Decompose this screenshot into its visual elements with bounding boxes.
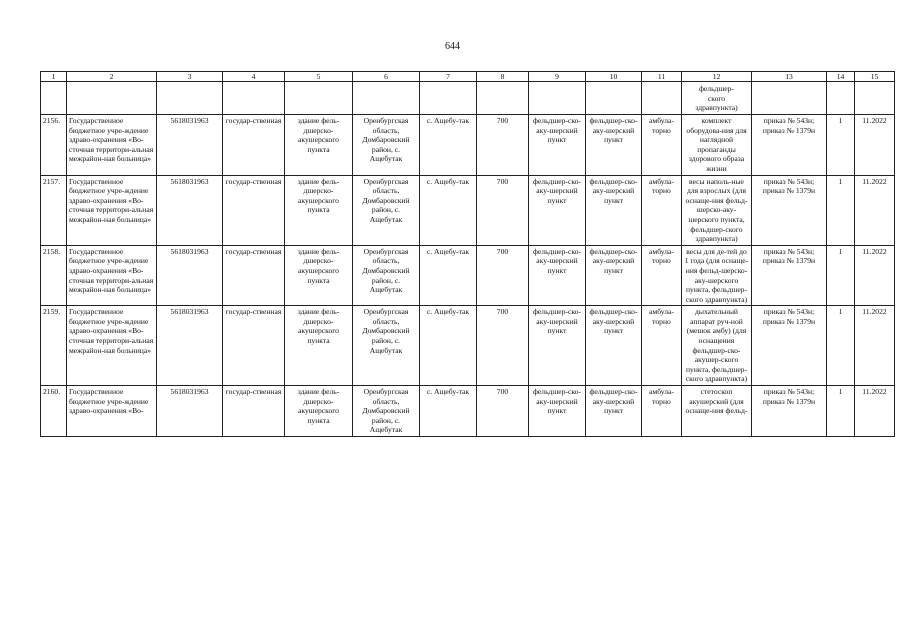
column-header-1: 1 <box>41 72 67 82</box>
facility-subtype: фельдшер-ско-аку-шерский пункт <box>586 115 642 176</box>
care-conditions: амбула-торно <box>642 386 682 437</box>
ownership-form: государ-ственная <box>223 306 285 386</box>
column-header-13: 13 <box>752 72 827 82</box>
column-header-2: 2 <box>67 72 157 82</box>
facility-type: фельдшер-ско-аку-шерский пункт <box>529 175 586 245</box>
building-type: здание фель-дшерско-акушерского пункта <box>285 115 353 176</box>
settlement: с. Ащебу-так <box>420 115 477 176</box>
quantity: 1 <box>827 306 855 386</box>
deadline-date: 11.2022 <box>855 386 895 437</box>
organization-name: Государственное бюджетное учре-ждение здраво-охранения «Во-сточная территори-альная межрайон-ная больница» <box>67 175 157 245</box>
deadline-date: 11.2022 <box>855 306 895 386</box>
deadline-date: 11.2022 <box>855 245 895 306</box>
row-number: 2156. <box>41 115 67 176</box>
facility-type: фельдшер-ско-аку-шерский пункт <box>529 386 586 437</box>
inn-code: 5618031963 <box>157 306 223 386</box>
continued-equipment: фельдшер- ского здравпункта) <box>682 82 752 115</box>
care-conditions: амбула-торно <box>642 245 682 306</box>
equipment-name: стетоскоп акушерский (для оснаще-ния фельд- <box>682 386 752 437</box>
facility-subtype: фельдшер-ско-аку-шерский пункт <box>586 245 642 306</box>
facility-type: фельдшер-ско-аку-шерский пункт <box>529 245 586 306</box>
row-number: 2160. <box>41 386 67 437</box>
inn-code: 5618031963 <box>157 115 223 176</box>
equipment-name: весы наполь-ные для взрослых (для оснаще-ния фельд-шерско-аку-шерского пункта, фельдшер-ского здравпункта) <box>682 175 752 245</box>
equipment-name: весы для де-тей до 1 года (для оснаще-ния фельд-шерско-аку-шерского пункта, фельдшер-ского здравпункта) <box>682 245 752 306</box>
organization-name: Государственное бюджетное учре-ждение здраво-охранения «Во-сточная территори-альная межрайон-ная больница» <box>67 306 157 386</box>
table-row <box>41 306 895 386</box>
organization-name: Государственное бюджетное учре-ждение здраво-охранения «Во-сточная территори-альная межрайон-ная больница» <box>67 115 157 176</box>
ownership-form: государ-ственная <box>223 175 285 245</box>
continuation-row <box>41 82 895 115</box>
column-header-4: 4 <box>223 72 285 82</box>
population: 700 <box>477 306 529 386</box>
building-type: здание фель-дшерско-акушерского пункта <box>285 306 353 386</box>
population: 700 <box>477 175 529 245</box>
quantity: 1 <box>827 175 855 245</box>
population: 700 <box>477 386 529 437</box>
equipment-name: комплект оборудова-ния для наглядной пропаганды здорового образа жизни <box>682 115 752 176</box>
quantity: 1 <box>827 386 855 437</box>
column-header-3: 3 <box>157 72 223 82</box>
address: Оренбургская область, Домбаровский район, с. Ащебутак <box>353 175 420 245</box>
settlement: с. Ащебу-так <box>420 386 477 437</box>
facility-type: фельдшер-ско-аку-шерский пункт <box>529 306 586 386</box>
organization-name: Государственное бюджетное учре-ждение здраво-охранения «Во-сточная территори-альная межрайон-ная больница» <box>67 245 157 306</box>
legal-act: приказ № 543н; приказ № 1379н <box>752 245 827 306</box>
inn-code: 5618031963 <box>157 245 223 306</box>
column-header-7: 7 <box>420 72 477 82</box>
ownership-form: государ-ственная <box>223 245 285 306</box>
facility-subtype: фельдшер-ско-аку-шерский пункт <box>586 386 642 437</box>
page-number: 644 <box>445 41 460 52</box>
deadline-date: 11.2022 <box>855 115 895 176</box>
inn-code: 5618031963 <box>157 386 223 437</box>
building-type: здание фель-дшерско-акушерского пункта <box>285 175 353 245</box>
facility-subtype: фельдшер-ско-аку-шерский пункт <box>586 306 642 386</box>
care-conditions: амбула-торно <box>642 115 682 176</box>
table-row <box>41 115 895 176</box>
column-header-15: 15 <box>855 72 895 82</box>
equipment-name: дыхательный аппарат руч-ной (мешок амбу) (для оснащения фельдшер-ско-акушер-ского пункта, фельдшер-ского здравпункта) <box>682 306 752 386</box>
table-row <box>41 245 895 306</box>
legal-act: приказ № 543н; приказ № 1379н <box>752 175 827 245</box>
column-header-6: 6 <box>353 72 420 82</box>
building-type: здание фель-дшерско-акушерского пункта <box>285 245 353 306</box>
building-type: здание фель-дшерско-акушерского пункта <box>285 386 353 437</box>
column-header-14: 14 <box>827 72 855 82</box>
legal-act: приказ № 543н; приказ № 1379н <box>752 386 827 437</box>
register-table <box>40 71 895 437</box>
facility-type: фельдшер-ско-аку-шерский пункт <box>529 115 586 176</box>
address: Оренбургская область, Домбаровский район, с. Ащебутак <box>353 115 420 176</box>
header-row <box>41 72 895 82</box>
population: 700 <box>477 115 529 176</box>
column-header-5: 5 <box>285 72 353 82</box>
ownership-form: государ-ственная <box>223 386 285 437</box>
address: Оренбургская область, Домбаровский район, с. Ащебутак <box>353 306 420 386</box>
address: Оренбургская область, Домбаровский район, с. Ащебутак <box>353 245 420 306</box>
table-row <box>41 175 895 245</box>
inn-code: 5618031963 <box>157 175 223 245</box>
settlement: с. Ащебу-так <box>420 306 477 386</box>
population: 700 <box>477 245 529 306</box>
care-conditions: амбула-торно <box>642 306 682 386</box>
care-conditions: амбула-торно <box>642 175 682 245</box>
column-header-10: 10 <box>586 72 642 82</box>
deadline-date: 11.2022 <box>855 175 895 245</box>
legal-act: приказ № 543н; приказ № 1379н <box>752 306 827 386</box>
legal-act: приказ № 543н; приказ № 1379н <box>752 115 827 176</box>
settlement: с. Ащебу-так <box>420 175 477 245</box>
table-row <box>41 386 895 437</box>
column-header-12: 12 <box>682 72 752 82</box>
row-number: 2158. <box>41 245 67 306</box>
row-number: 2157. <box>41 175 67 245</box>
ownership-form: государ-ственная <box>223 115 285 176</box>
row-number: 2159. <box>41 306 67 386</box>
column-header-11: 11 <box>642 72 682 82</box>
settlement: с. Ащебу-так <box>420 245 477 306</box>
address: Оренбургская область, Домбаровский район, с. Ащебутак <box>353 386 420 437</box>
organization-name: Государственное бюджетное учре-ждение здраво-охранения «Во- <box>67 386 157 437</box>
facility-subtype: фельдшер-ско-аку-шерский пункт <box>586 175 642 245</box>
quantity: 1 <box>827 115 855 176</box>
column-header-8: 8 <box>477 72 529 82</box>
quantity: 1 <box>827 245 855 306</box>
column-header-9: 9 <box>529 72 586 82</box>
